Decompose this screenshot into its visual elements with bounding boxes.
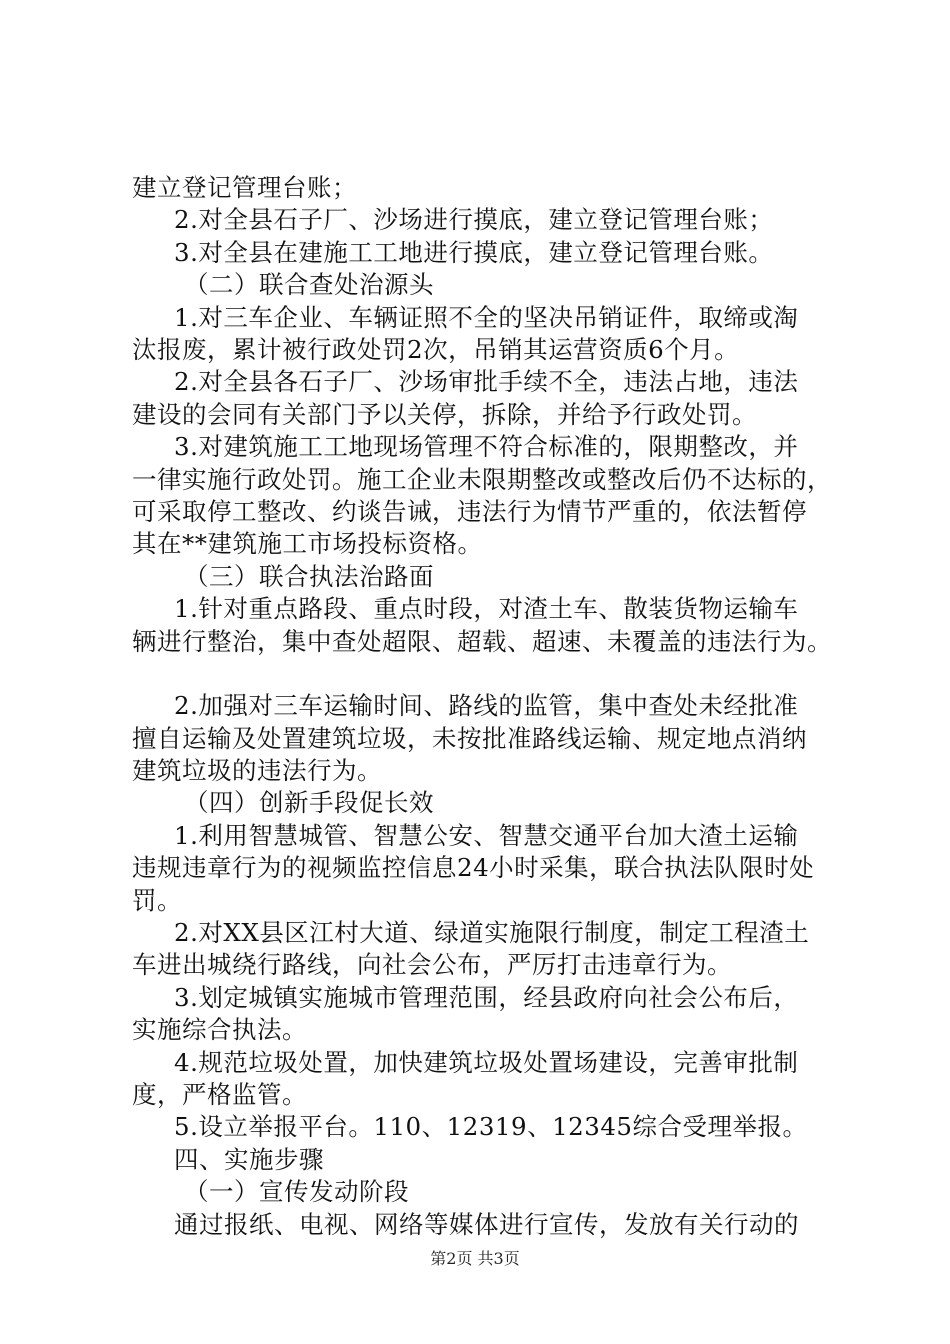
text-line: 汰报废，累计被行政处罚2次，吊销其运营资质6个月。: [132, 335, 740, 365]
list-item: 3.对建筑施工工地现场管理不符合标准的，限期整改，并: [174, 432, 799, 462]
list-item: 2.对全县各石子厂、沙场审批手续不全，违法占地，违法: [174, 367, 799, 397]
list-item: 3.对全县在建施工工地进行摸底，建立登记管理台账。: [174, 237, 774, 267]
section-heading: （三）联合执法治路面: [184, 561, 434, 591]
list-item: 1.针对重点路段、重点时段，对渣土车、散装货物运输车: [174, 594, 799, 624]
page-footer: 第2页 共3页: [430, 1249, 520, 1268]
text-line: 实施综合执法。: [132, 1015, 307, 1045]
text-line: 违规违章行为的视频监控信息24小时采集，联合执法队限时处: [132, 853, 815, 883]
text-line: 擅自运输及处置建筑垃圾，未按批准路线运输、规定地点消纳: [132, 723, 807, 753]
section-heading: 四、实施步骤: [174, 1144, 324, 1174]
list-item: 5.设立举报平台。110、12319、12345综合受理举报。: [174, 1112, 808, 1142]
text-line: 一律实施行政处罚。施工企业未限期整改或整改后仍不达标的，: [132, 464, 832, 494]
section-heading: （二）联合查处治源头: [184, 270, 434, 300]
text-line: 可采取停工整改、约谈告诫，违法行为情节严重的，依法暂停: [132, 497, 807, 527]
list-item: 1.对三车企业、车辆证照不全的坚决吊销证件，取缔或淘: [174, 302, 799, 332]
text-line: 其在**建筑施工市场投标资格。: [132, 529, 483, 559]
list-item: 2.对XX县区江村大道、绿道实施限行制度，制定工程渣土: [174, 917, 810, 947]
section-heading: （四）创新手段促长效: [184, 788, 434, 818]
document-body: [132, 172, 832, 1241]
text-line: 车进出城绕行路线，向社会公布，严厉打击违章行为。: [132, 950, 732, 980]
list-item: 2.对全县石子厂、沙场进行摸底，建立登记管理台账；: [174, 205, 774, 235]
list-item: 1.利用智慧城管、智慧公安、智慧交通平台加大渣土运输: [174, 820, 799, 850]
list-item: 3.划定城镇实施城市管理范围，经县政府向社会公布后，: [174, 982, 799, 1012]
list-item: 4.规范垃圾处置，加快建筑垃圾处置场建设，完善审批制: [174, 1047, 799, 1077]
text-line: 建立登记管理台账；: [132, 173, 357, 202]
text-line: 罚。: [132, 885, 182, 915]
paragraph-line: 通过报纸、电视、网络等媒体进行宣传，发放有关行动的: [174, 1209, 799, 1239]
blank-line: [132, 658, 832, 690]
text-line: 建筑垃圾的违法行为。: [132, 755, 382, 785]
section-heading: （一）宣传发动阶段: [184, 1177, 409, 1207]
text-line: 建设的会同有关部门予以关停，拆除，并给予行政处罚。: [132, 399, 757, 429]
text-line: 度，严格监管。: [132, 1079, 307, 1109]
list-item: 2.加强对三车运输时间、路线的监管，集中查处未经批准: [174, 691, 799, 721]
text-line: 辆进行整治，集中查处超限、超载、超速、未覆盖的违法行为。: [132, 626, 832, 656]
